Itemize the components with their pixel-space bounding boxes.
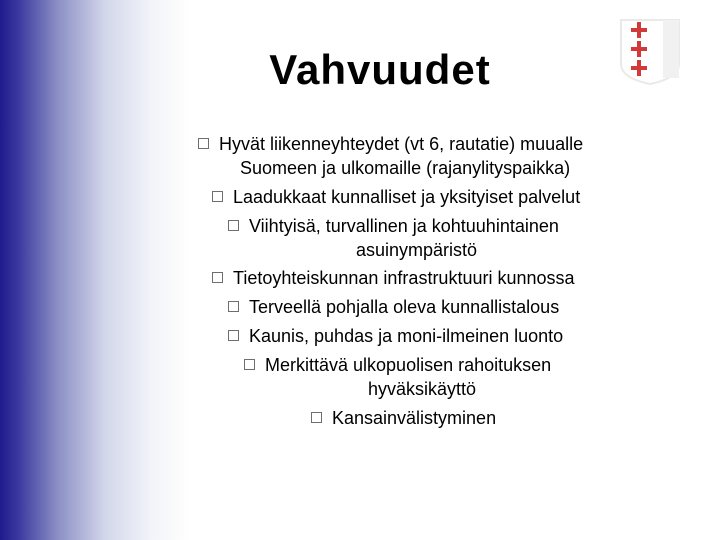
hollow-square-bullet-icon (212, 272, 223, 283)
hollow-square-bullet-icon (228, 330, 239, 341)
list-item-continuation: asuinympäristö (356, 240, 478, 260)
coat-of-arms-icon (617, 18, 683, 86)
list-item-continuation: hyväksikäyttö (368, 379, 477, 399)
hollow-square-bullet-icon (244, 359, 255, 370)
list-item: Hyvät liikenneyhteydet (vt 6, rautatie) muualle (198, 133, 583, 155)
list-item-continuation: Suomeen ja ulkomaille (rajanylityspaikka) (240, 158, 571, 178)
list-item: Tietoyhteiskunnan infrastruktuuri kunnossa (212, 267, 575, 289)
hollow-square-bullet-icon (228, 220, 239, 231)
hollow-square-bullet-icon (311, 412, 322, 423)
list-item: Terveellä pohjalla oleva kunnallistalous (228, 296, 559, 318)
left-gradient-bar (0, 0, 190, 540)
list-item: Kansainvälistyminen (311, 407, 496, 429)
hollow-square-bullet-icon (212, 191, 223, 202)
hollow-square-bullet-icon (198, 138, 209, 149)
list-item: Kaunis, puhdas ja moni-ilmeinen luonto (228, 325, 563, 347)
hollow-square-bullet-icon (228, 301, 239, 312)
list-item: Laadukkaat kunnalliset ja yksityiset palvelut (212, 186, 580, 208)
list-item: Viihtyisä, turvallinen ja kohtuuhintainen (228, 215, 559, 237)
slide-title: Vahvuudet (269, 46, 491, 93)
list-item: Merkittävä ulkopuolisen rahoituksen (244, 354, 551, 376)
